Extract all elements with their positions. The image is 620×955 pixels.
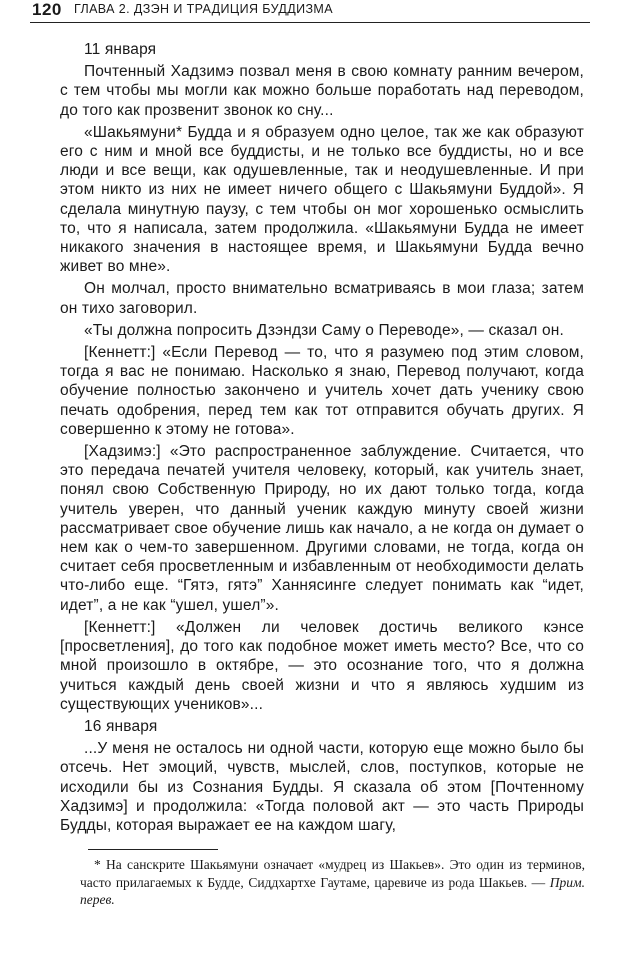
paragraph: Он молчал, просто внимательно всматриваясь в мои глаза; затем он тихо заговорил. [60,280,584,317]
footnote-text [80,856,585,909]
translator-note: Прим. перев. [80,874,585,908]
paragraph: [Хадзимэ:] «Это распространенное заблуждение. Считается, что это передача печатей учителя человеку, который, как учитель знает, понял свою Собственную Природу, но их дают только тогда, когда учитель уверен, что данный ученик каждую минуту своей жизни рассматривает свое обучение лишь как начало, а не когда он думает о нем как о чем-то завершенном. Другими словами, не тогда, когда он считает себя просветленным и избавленным от необходимости делать что-либо еще. “Гятэ, гятэ” Ханнясинге следует понимать как “идет, идет”, а не как “ушел, ушел”». [60,443,584,614]
paragraph: ...У меня не осталось ни одной части, которую еще можно было бы отсечь. Нет эмоций, чувств, мыслей, слов, поступков, которые не исходили бы из Сознания Будды. Я сказала об этом [Почтенному Хадзимэ] и продолжила: «Тогда половой акт — это часть Природы Будды, которая выражает ее на каждом шагу, [60,740,584,834]
running-header [30,0,590,23]
footnote-divider [88,849,218,850]
main-text [60,40,584,835]
page-number: 120 [32,0,62,19]
chapter-running-head: ГЛАВА 2. ДЗЭН И ТРАДИЦИЯ БУДДИЗМА [74,2,333,16]
paragraph: «Шакьямуни* Будда и я образуем одно целое, так же как образуют его с ним и мной все буддисты, и не только все буддисты, но и все люди и все вещи, как одушевленные, так и неодушевленные. И при этом никто из них не имеет ничего общего с Шакьямуни Буддой». Я сделала минутную паузу, с тем чтобы он мог хорошенько осмыслить то, что я написала, затем продолжила. «Шакьямуни Будда не имеет никакого значения в настоящее время, и Шакьямуни Будда вечно живет во мне». [60,123,584,276]
footnote [80,856,585,909]
paragraph: [Кеннетт:] «Должен ли человек достичь великого кэнсе [просветления], до того как подобное может иметь место? Все, что со мной произошло в октябре, — это осознание того, что я должна учиться каждый день своей жизни и что я являюсь худшим из существующих учеников»... [60,618,584,713]
paragraph: Почтенный Хадзимэ позвал меня в свою комнату ранним вечером, с тем чтобы мы могли как можно больше поработать над переводом, до того как прозвенит звонок ко сну... [60,63,584,119]
diary-date: 16 января [84,717,158,735]
footnote-body: * На санскрите Шакьямуни означает «мудрец из Шакьев». Это один из терминов, часто прилагаемых к Будде, Сиддхартхе Гаутаме, царевиче из рода Шакьев. — [80,857,585,890]
paragraph: [Кеннетт:] «Если Перевод — то, что я разумею под этим словом, тогда я вас не понимаю. Насколько я знаю, Перевод получают, когда обучение полностью закончено и учитель хочет дать ученику свою печать одобрения, перед тем как тот отправится обучать других. Я совершенно к этому не готова». [60,344,584,438]
diary-date: 11 января [84,41,157,58]
paragraph: «Ты должна попросить Дзэндзи Саму о Переводе», — сказал он. [84,321,564,339]
